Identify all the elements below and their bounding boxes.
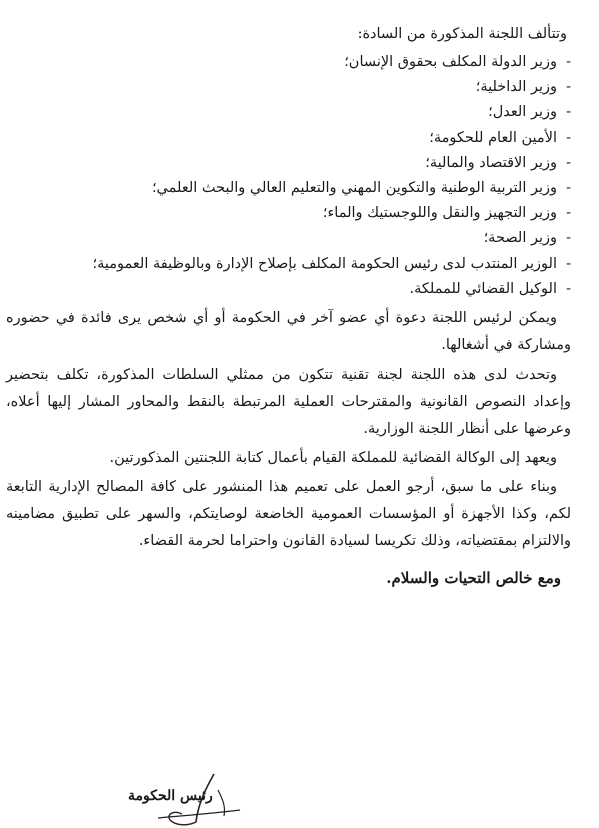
- paragraph-secretariat: ويعهد إلى الوكالة القضائية للمملكة القيام بأعمال كتابة اللجنتين المذكورتين.: [109, 450, 557, 467]
- paragraph-technical-committee: وتحدث لدى هذه اللجنة لجنة تقنية تتكون من ممثلي السلطات المذكورة، تكلف بتحضير وإعداد النصوص القانونية والمقترحات العملية المرتبطة بالنقط والمحاور المشار إليها أعلاه، وعرضها على أنظار اللجنة الوزارية.: [6, 367, 571, 438]
- member-label: وزير التربية الوطنية والتكوين المهني والتعليم العالي والبحث العلمي؛: [151, 180, 557, 197]
- list-dash: -: [566, 104, 571, 121]
- handwritten-signature: [118, 770, 258, 828]
- list-dash: -: [566, 79, 571, 96]
- list-item: [6, 252, 571, 277]
- member-label: الوزير المنتدب لدى رئيس الحكومة المكلف بإصلاح الإدارة وبالوظيفة العمومية؛: [92, 255, 557, 272]
- list-dash: -: [566, 280, 571, 297]
- list-item: [6, 151, 571, 176]
- member-label: الأمين العام للحكومة؛: [429, 129, 557, 146]
- list-dash: -: [566, 54, 571, 70]
- list-item: [6, 201, 571, 226]
- list-item: [6, 100, 571, 125]
- signature-title: رئيس الحكومة: [128, 788, 213, 804]
- paragraph-instructions: وبناء على ما سبق، أرجو العمل على تعميم هذا المنشور على كافة المصالح الإدارية التابعة لكم، وكذا الأجهزة أو المؤسسات العمومية الخاضعة لوصايتكم، والسهر على تطبيق مضامينه والالتزام بمقتضياته، وذلك تكريسا لسيادة القانون واحتراما لحرمة القضاء.: [6, 479, 571, 550]
- member-label: وزير الاقتصاد والمالية؛: [425, 154, 557, 171]
- member-label: وزير الصحة؛: [483, 230, 557, 247]
- list-item: [6, 126, 571, 151]
- member-label: وزير الداخلية؛: [475, 79, 557, 96]
- list-dash: -: [566, 255, 571, 272]
- intro-line: وتتألف اللجنة المذكورة من السادة:: [357, 26, 567, 42]
- list-item: [6, 50, 571, 75]
- list-dash: -: [566, 230, 571, 247]
- member-label: وزير التجهيز والنقل واللوجستيك والماء؛: [322, 205, 557, 222]
- list-dash: -: [566, 180, 571, 197]
- member-label: الوكيل القضائي للمملكة.: [409, 280, 557, 297]
- paragraph-invite: ويمكن لرئيس اللجنة دعوة أي عضو آخر في الحكومة أو أي شخص يرى فائدة في حضوره ومشاركة في أشغالها.: [6, 310, 571, 354]
- member-label: وزير العدل؛: [488, 104, 557, 121]
- committee-members-list: [6, 50, 571, 302]
- list-item: [6, 277, 571, 302]
- closing-salutation: ومع خالص التحيات والسلام.: [386, 569, 561, 588]
- list-item: [6, 176, 571, 201]
- list-dash: -: [566, 154, 571, 171]
- list-dash: -: [566, 205, 571, 222]
- member-label: وزير الدولة المكلف بحقوق الإنسان؛: [344, 54, 557, 70]
- list-item: [6, 226, 571, 251]
- list-dash: -: [566, 129, 571, 146]
- list-item: [6, 75, 571, 100]
